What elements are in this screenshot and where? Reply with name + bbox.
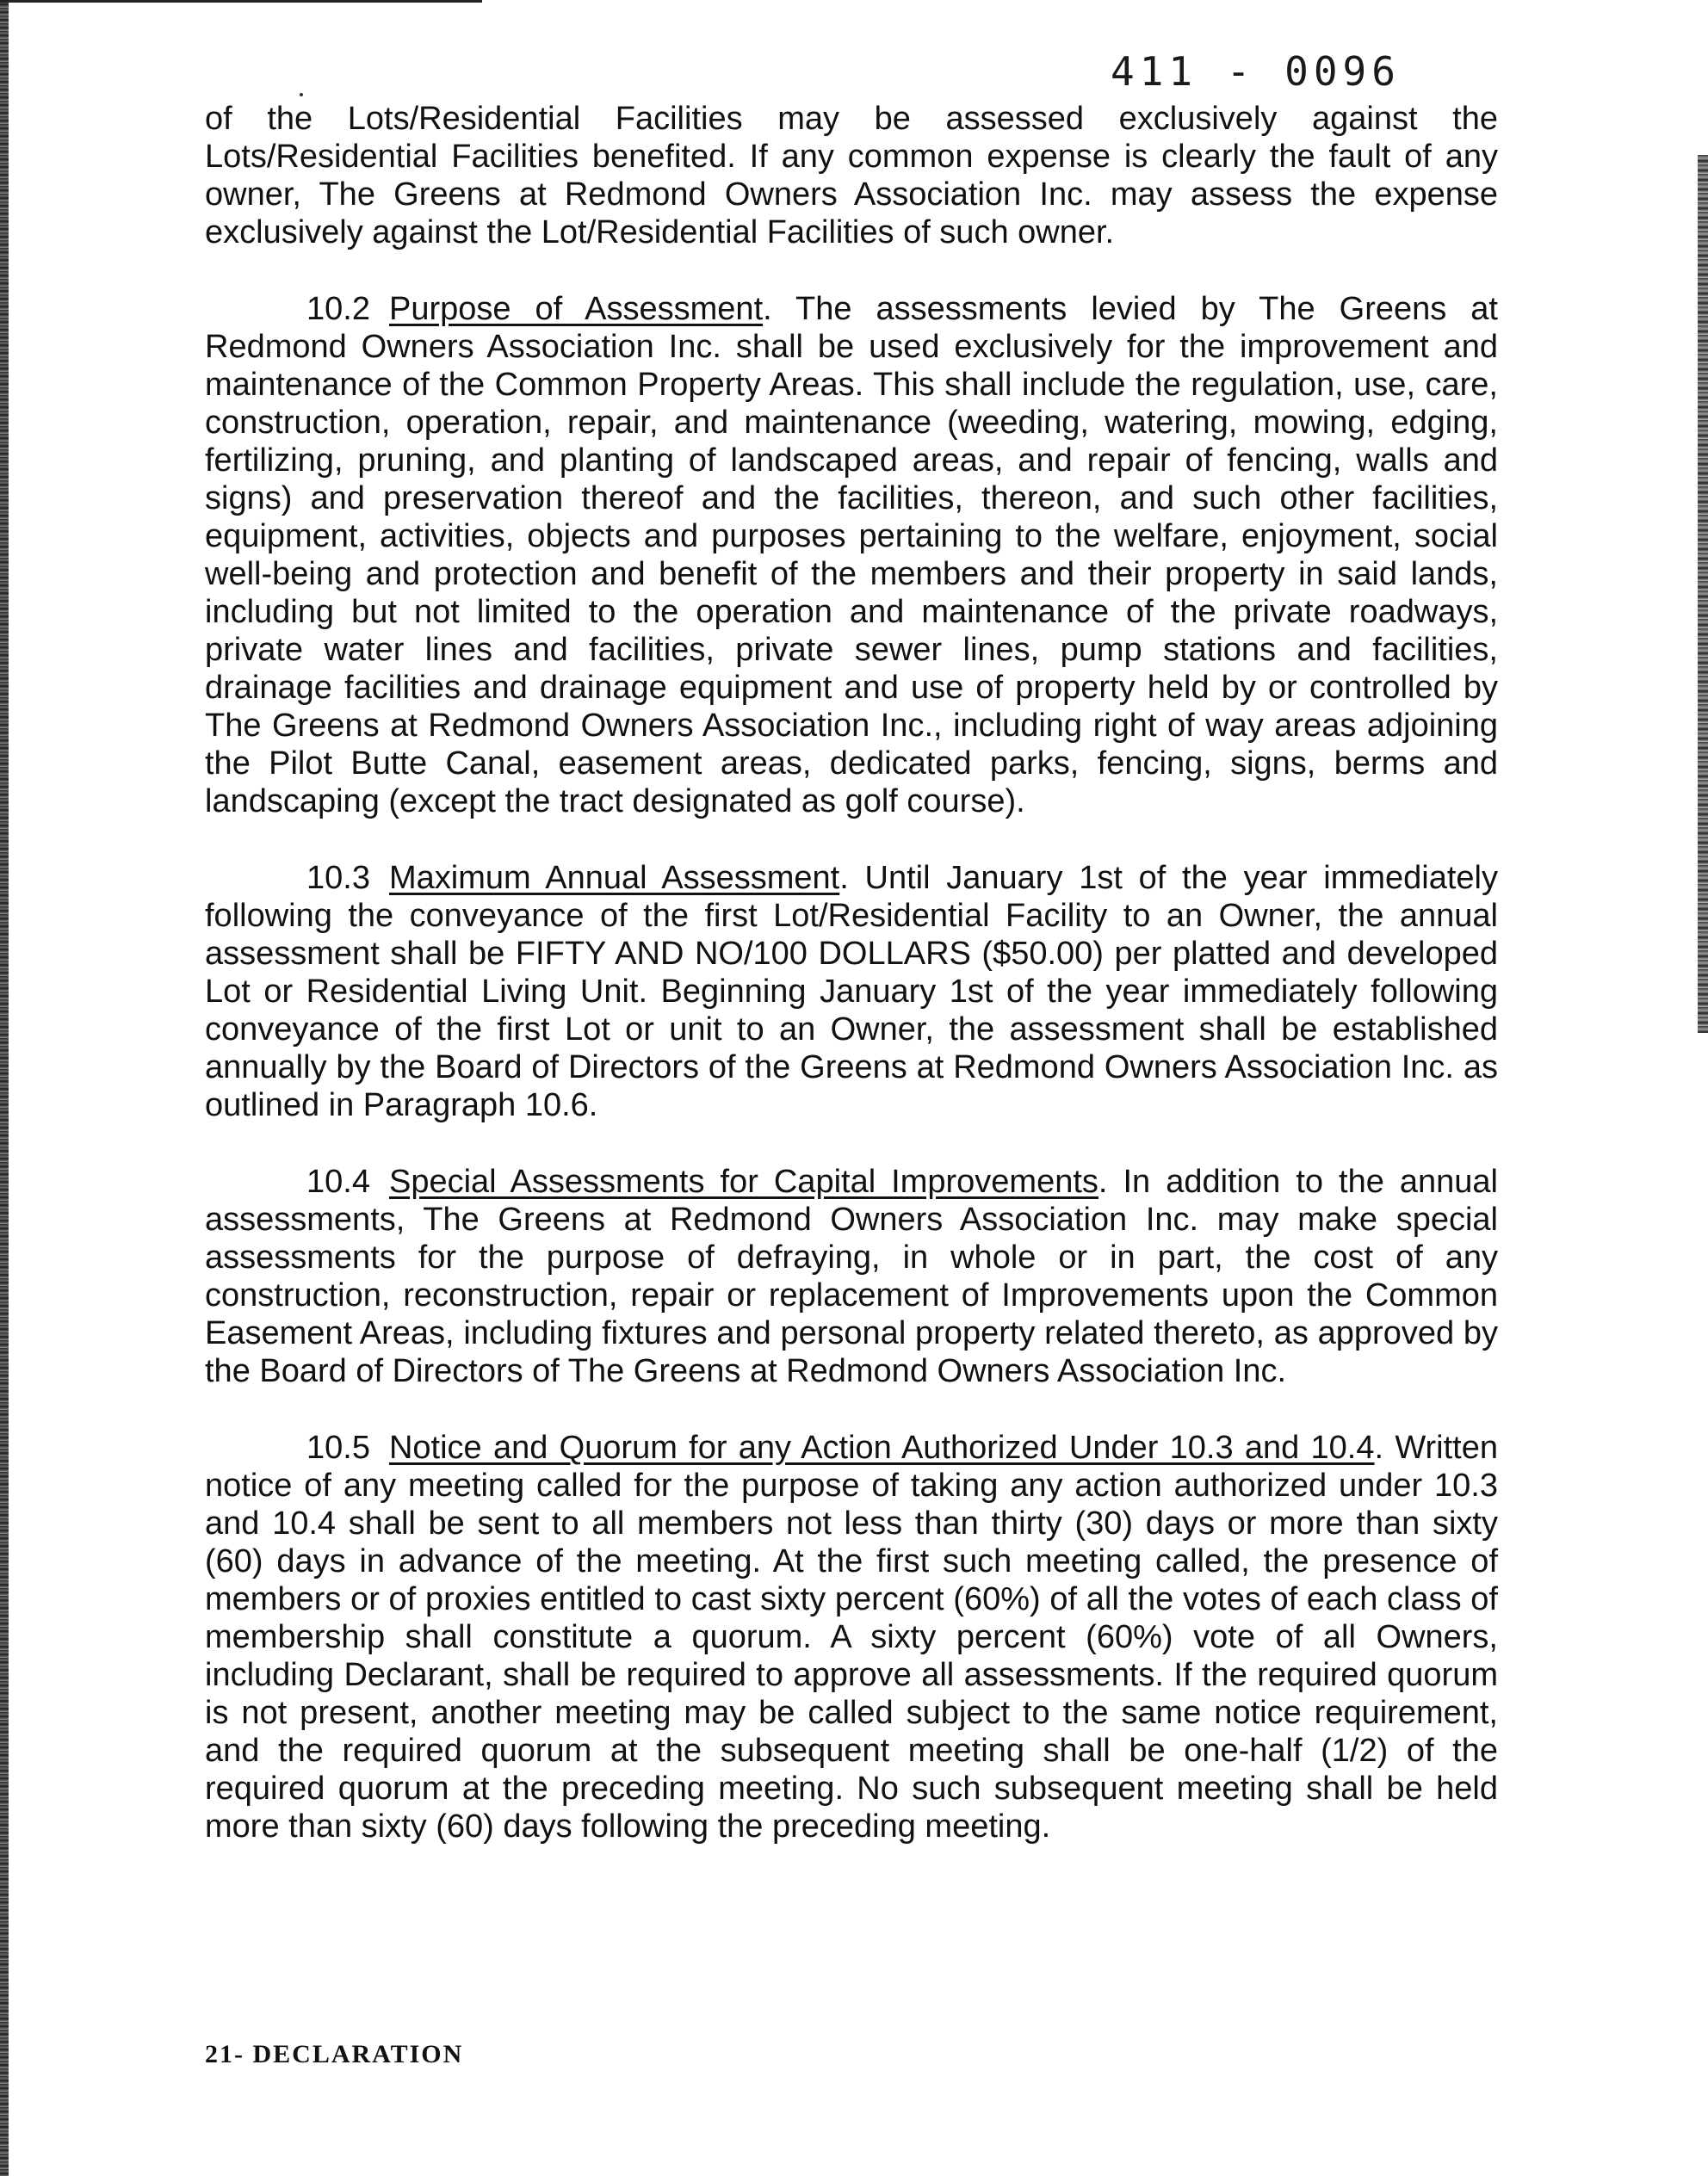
section-number: 10.4: [306, 1164, 370, 1200]
section-heading: Purpose of Assessment: [388, 291, 764, 327]
section-text: . Written notice of any meeting called for the purpose of taking any action authorized under 10.3 and 10.4 shall be sent to all members not less than thirty (30) days or more than sixty (60) days in advance of the meeting. At the first such meeting called, the presence of members or of proxies entitled to cast sixty percent (60%) of all the votes of each class of membership shall constitute a quorum. A sixty percent (60%) vote of all Owners, including Declarant, shall be required to approve all assessments. If the required quorum is not present, another meeting may be called subject to the same notice requirement, and the required quorum at the subsequent meeting shall be one-half (1/2) of the required quorum at the preceding meeting. No such subsequent meeting shall be held more than sixty (60) days following the preceding meeting.: [205, 1430, 1498, 1845]
page-number: 411 - 0096: [1111, 48, 1401, 95]
section-10-2: [205, 290, 1498, 820]
section-heading: Maximum Annual Assessment: [388, 860, 840, 896]
page-footer: 21- DECLARATION: [205, 2040, 464, 2068]
continuation-paragraph: of the Lots/Residential Facilities may be assessed exclusively against the Lots/Residential Facilities benefited. If any common expense is clearly the fault of any owner, The Greens at Redmond Owners Association Inc. may assess the expense exclusively against the Lot/Residential Facilities of such owner.: [205, 101, 1498, 250]
section-number: 10.5: [306, 1430, 370, 1466]
scan-edge-left: [0, 0, 9, 2176]
section-heading: Special Assessments for Capital Improvements: [388, 1164, 1098, 1200]
section-10-3: [205, 859, 1498, 1124]
section-heading: Notice and Quorum for any Action Authorized Under 10.3 and 10.4: [388, 1430, 1375, 1466]
section-10-5: [205, 1429, 1498, 1845]
section-number: 10.2: [306, 291, 370, 327]
section-text: . Until January 1st of the year immediately following the conveyance of the first Lot/Residential Facility to an Owner, the annual assessment shall be FIFTY AND NO/100 DOLLARS ($50.00) per platted and developed Lot or Residential Living Unit. Beginning January 1st of the year immediately following conveyance of the first Lot or unit to an Owner, the assessment shall be established annually by the Board of Directors of the Greens at Redmond Owners Association Inc. as outlined in Paragraph 10.6.: [205, 860, 1498, 1123]
scan-edge-right: [1698, 155, 1708, 1033]
section-text: . In addition to the annual assessments, The Greens at Redmond Owners Association Inc. may make special assessments for the purpose of defraying, in whole or in part, the cost of any construction, reconstruction, repair or replacement of Improvements upon the Common Easement Areas, including fixtures and personal property related thereto, as approved by the Board of Directors of The Greens at Redmond Owners Association Inc.: [205, 1164, 1498, 1389]
section-10-4: [205, 1163, 1498, 1390]
scan-speck: [300, 93, 303, 96]
section-number: 10.3: [306, 860, 370, 896]
section-text: . The assessments levied by The Greens at Redmond Owners Association Inc. shall be used exclusively for the improvement and maintenance of the Common Property Areas. This shall include the regulation, use, care, construction, operation, repair, and maintenance (weeding, watering, mowing, edging, fertilizing, pruning, and planting of landscaped areas, and repair of fencing, walls and signs) and preservation thereof and the facilities, thereon, and such other facilities, equipment, activities, objects and purposes pertaining to the welfare, enjoyment, social well-being and protection and benefit of the members and their property in said lands, including but not limited to the operation and maintenance of the private roadways, private water lines and facilities, private sewer lines, pump stations and facilities, drainage facilities and drainage equipment and use of property held by or controlled by The Greens at Redmond Owners Association Inc., including right of way areas adjoining the Pilot Butte Canal, easement areas, dedicated parks, fencing, signs, berms and landscaping (except the tract designated as golf course).: [205, 291, 1498, 819]
scan-edge-top: [0, 0, 482, 3]
document-body: [205, 100, 1498, 1884]
